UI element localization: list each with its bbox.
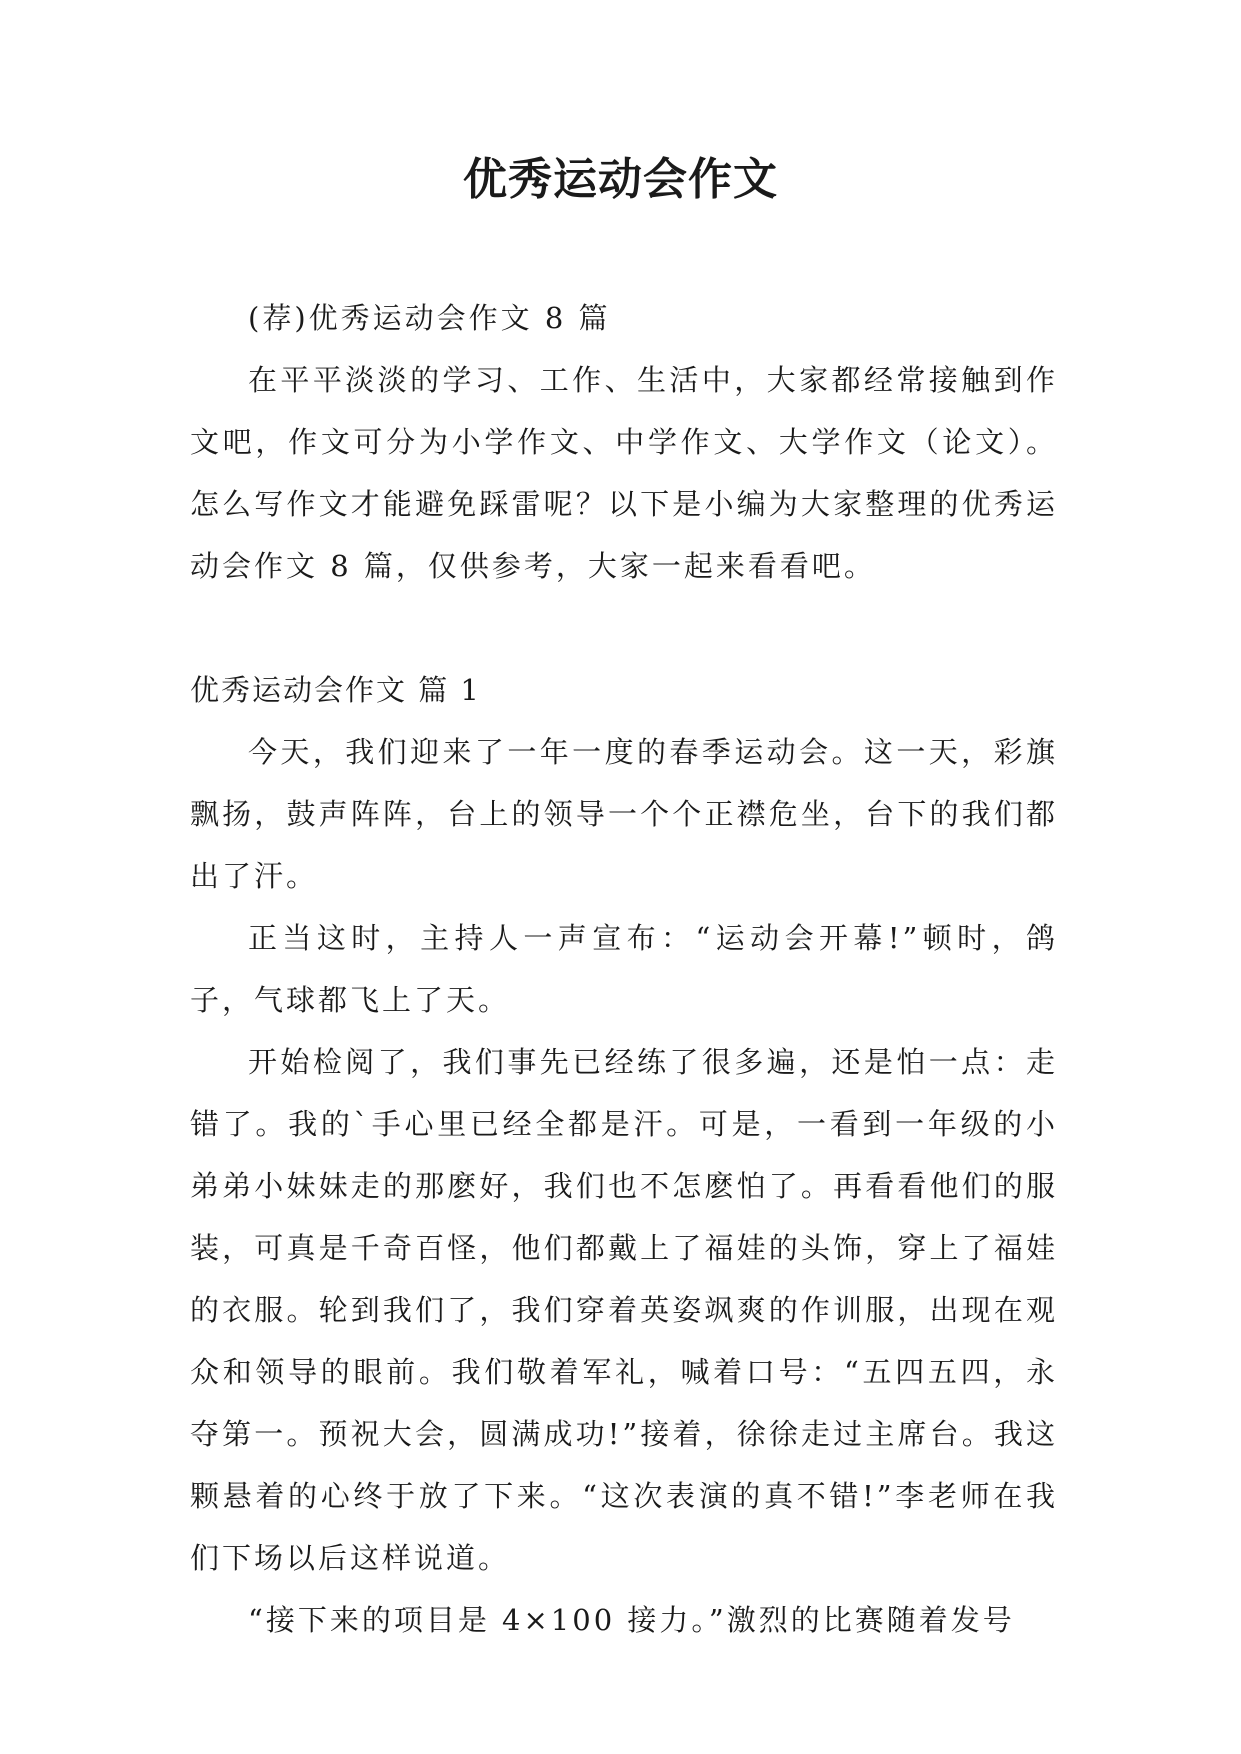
document-title: 优秀运动会作文	[463, 154, 778, 205]
intro-paragraph: 在平平淡淡的学习、工作、生活中，大家都经常接触到作文吧，作文可分为小学作文、中学作文、大学作文（论文）。怎么写作文才能避免踩雷呢？以下是小编为大家整理的优秀运动会作文 8 篇，仅供参考，大家一起来看看吧。	[190, 363, 1058, 583]
document-body	[190, 287, 1058, 1651]
body-paragraph: 今天，我们迎来了一年一度的春季运动会。这一天，彩旗飘扬，鼓声阵阵，台上的领导一个个正襟危坐，台下的我们都出了汗。	[190, 735, 1058, 893]
body-paragraph: “接下来的项目是 4×100 接力。”激烈的比赛随着发号	[248, 1603, 1015, 1637]
body-paragraph: 正当这时，主持人一声宣布：“运动会开幕!”顿时，鸽子，气球都飞上了天。	[190, 921, 1058, 1017]
body-paragraph: 开始检阅了，我们事先已经练了很多遍，还是怕一点：走错了。我的`手心里已经全都是汗。可是，一看到一年级的小弟弟小妹妹走的那麽好，我们也不怎麽怕了。再看看他们的服装，可真是千奇百怪，他们都戴上了福娃的头饰，穿上了福娃的衣服。轮到我们了，我们穿着英姿飒爽的作训服，出现在观众和领导的眼前。我们敬着军礼，喊着口号：“五四五四，永夺第一。预祝大会，圆满成功!”接着，徐徐走过主席台。我这颗悬着的心终于放了下来。“这次表演的真不错!”李老师在我们下场以后这样说道。	[190, 1045, 1058, 1575]
document-subtitle: (荐)优秀运动会作文 8 篇	[248, 301, 611, 335]
section-heading: 优秀运动会作文 篇 1	[190, 673, 481, 707]
